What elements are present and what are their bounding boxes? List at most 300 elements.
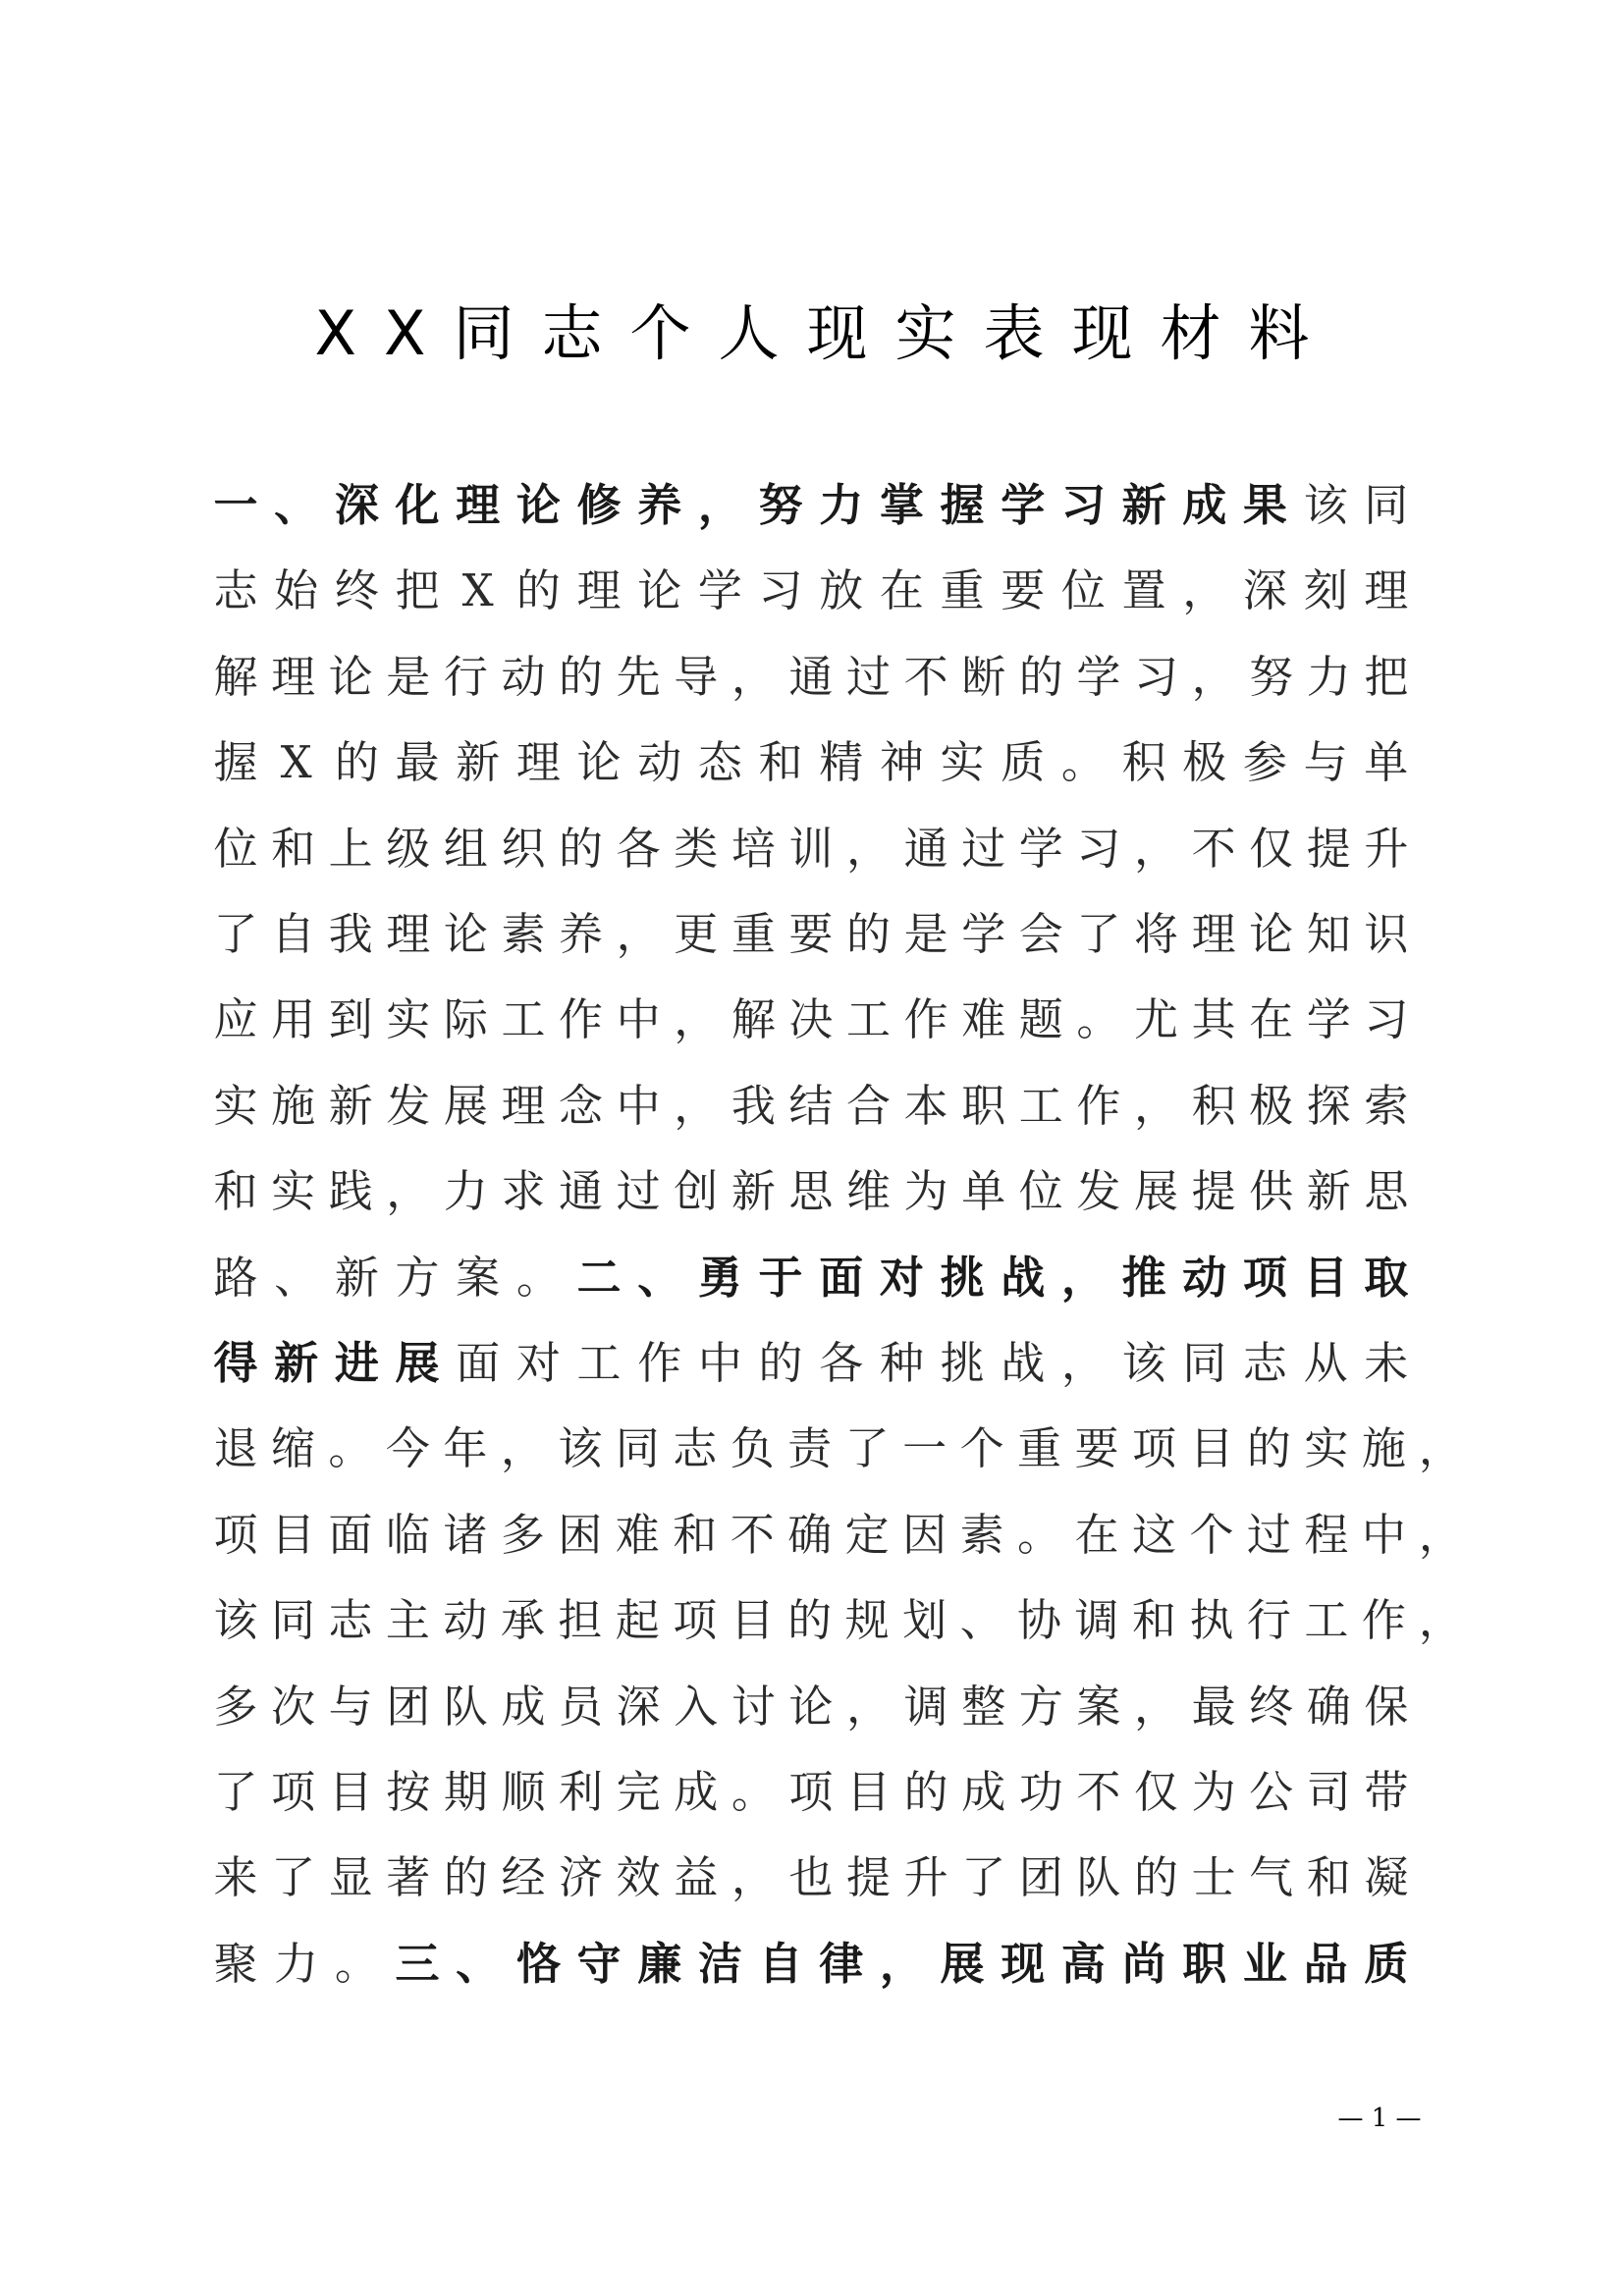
body-char: 理	[576, 564, 622, 617]
body-char: 担	[558, 1594, 603, 1647]
body-char: 规	[844, 1594, 890, 1647]
heading-char: 项	[1242, 1251, 1287, 1304]
body-char: 作	[559, 993, 604, 1046]
body-char: 单	[961, 1165, 1006, 1218]
body-char: 展	[1133, 1165, 1178, 1218]
heading-char: 握	[940, 479, 985, 531]
body-char: 了	[961, 1851, 1006, 1904]
body-char: 素	[959, 1508, 1004, 1561]
heading-char: 学	[1001, 479, 1046, 531]
body-char: ，	[846, 1680, 892, 1733]
body-char: 新	[1306, 1165, 1351, 1218]
body-char: 作	[1361, 1594, 1406, 1647]
body-char: 工	[576, 1337, 622, 1389]
body-char: 年	[443, 1422, 488, 1475]
heading-char: 对	[879, 1251, 924, 1304]
body-char: 个	[959, 1422, 1004, 1475]
heading-char: 尚	[1121, 1937, 1166, 1990]
body-char: 定	[844, 1508, 890, 1561]
body-char: 保	[1364, 1680, 1409, 1733]
body-char: 际	[443, 993, 488, 1046]
body-char: 结	[788, 1079, 834, 1132]
heading-char: ，	[879, 1937, 924, 1990]
body-char: 过	[961, 822, 1006, 875]
body-char: 识	[1364, 908, 1409, 960]
body-char: 动	[501, 650, 546, 703]
body-char: 养	[559, 908, 604, 960]
body-char: 益	[674, 1851, 719, 1904]
body-char: 多	[500, 1508, 545, 1561]
body-char: 该	[558, 1422, 603, 1475]
body-char: 和	[1306, 1851, 1351, 1904]
body-char: 题	[1018, 993, 1063, 1046]
body-char: 案	[456, 1251, 501, 1304]
body-char: 把	[395, 564, 440, 617]
heading-char: 现	[1001, 1937, 1046, 1990]
body-char: ，	[1060, 1337, 1106, 1389]
body-char: 力	[443, 1165, 488, 1218]
body-char: X	[461, 564, 494, 617]
body-char: ，	[1133, 822, 1178, 875]
body-char: 学	[697, 564, 742, 617]
body-char: 多	[213, 1680, 258, 1733]
body-char: 目	[730, 1594, 775, 1647]
body-char: 重	[731, 908, 776, 960]
body-char: 要	[1001, 564, 1046, 617]
body-char: 用	[271, 993, 316, 1046]
body-char: 极	[1182, 736, 1227, 789]
body-char: 和	[271, 822, 316, 875]
body-char: 极	[1249, 1079, 1294, 1132]
body-char: 。	[1076, 993, 1121, 1046]
body-char: 济	[559, 1851, 604, 1904]
body-char: 深	[616, 1680, 661, 1733]
body-char: 协	[1017, 1594, 1062, 1647]
body-char: 讨	[731, 1680, 776, 1733]
body-char: 重	[940, 564, 985, 617]
body-char: 主	[385, 1594, 430, 1647]
heading-char: 二	[576, 1251, 622, 1304]
body-line	[213, 1935, 1409, 1994]
heading-char: 理	[456, 479, 501, 531]
body-char: 刻	[1303, 564, 1348, 617]
body-char: 目	[846, 1766, 892, 1818]
heading-char: 得	[213, 1337, 258, 1389]
body-char: 实	[386, 993, 431, 1046]
body-char: 升	[1364, 822, 1409, 875]
body-char: 维	[846, 1165, 892, 1218]
heading-char: 成	[1182, 479, 1227, 531]
body-char: 了	[213, 1766, 258, 1818]
body-char: ，	[616, 908, 661, 960]
body-char: 通	[903, 822, 948, 875]
body-char: 的	[758, 1337, 803, 1389]
body-char: 最	[1191, 1680, 1236, 1733]
body-char: 队	[1076, 1851, 1121, 1904]
body-char: 作	[1076, 1079, 1121, 1132]
body-line	[213, 561, 1409, 620]
body-char: 起	[615, 1594, 660, 1647]
body-char: 单	[1364, 736, 1409, 789]
body-char: 路	[213, 1251, 258, 1304]
body-char: 员	[559, 1680, 604, 1733]
body-char: 中	[1361, 1508, 1406, 1561]
body-char: 不	[1191, 822, 1236, 875]
body-char: 论	[637, 564, 682, 617]
heading-char: 战	[1001, 1251, 1046, 1304]
body-char: 入	[674, 1680, 719, 1733]
heading-char: 论	[515, 479, 561, 531]
body-char: 。	[515, 1251, 561, 1304]
body-char: 的	[559, 822, 604, 875]
body-char: 过	[1246, 1508, 1291, 1561]
heading-char: 、	[456, 1937, 501, 1990]
body-char: 念	[559, 1079, 604, 1132]
body-char: 目	[1189, 1422, 1234, 1475]
body-char: 临	[385, 1508, 430, 1561]
body-char: 先	[616, 650, 661, 703]
body-char: 思	[788, 1165, 834, 1218]
heading-char: 勇	[697, 1251, 742, 1304]
body-char: 新	[328, 1079, 373, 1132]
body-char: 确	[1306, 1680, 1351, 1733]
heading-char: 新	[1121, 479, 1166, 531]
heading-char: 化	[395, 479, 440, 531]
body-char: 确	[787, 1508, 833, 1561]
body-char: 和	[758, 736, 803, 789]
body-char: 的	[846, 908, 892, 960]
body-char: ，	[674, 1079, 719, 1132]
body-char: 同	[1364, 479, 1409, 531]
body-char: 该	[213, 1594, 258, 1647]
body-char: 到	[328, 993, 373, 1046]
body-char: 凝	[1364, 1851, 1409, 1904]
body-char: 项	[788, 1766, 834, 1818]
body-char: 为	[1191, 1766, 1236, 1818]
body-char: 执	[1189, 1594, 1234, 1647]
body-char: 本	[903, 1079, 948, 1132]
body-char: 同	[270, 1594, 315, 1647]
body-char: 过	[616, 1165, 661, 1218]
body-char: 位	[1060, 564, 1106, 617]
body-char: 同	[1182, 1337, 1227, 1389]
body-char: 类	[674, 822, 719, 875]
body-char: 了	[213, 908, 258, 960]
body-line	[213, 1848, 1409, 1907]
body-line	[213, 1077, 1409, 1136]
body-line	[213, 1591, 1463, 1650]
body-char: 实	[271, 1165, 316, 1218]
body-char: 未	[1364, 1337, 1409, 1389]
body-char: 始	[274, 564, 319, 617]
body-char: ，	[674, 993, 719, 1046]
heading-char: 修	[576, 479, 622, 531]
body-char: 功	[1018, 1766, 1063, 1818]
body-line	[213, 820, 1409, 879]
body-char: ，	[500, 1422, 545, 1475]
body-char: 项	[213, 1508, 258, 1561]
body-char: 为	[903, 1165, 948, 1218]
body-char: 积	[1121, 736, 1166, 789]
body-char: 终	[334, 564, 379, 617]
heading-char: 、	[274, 479, 319, 531]
body-char: 和	[1131, 1594, 1176, 1647]
body-char: 负	[730, 1422, 775, 1475]
body-char: 显	[328, 1851, 373, 1904]
body-char: 积	[1191, 1079, 1236, 1132]
heading-char: 守	[576, 1937, 622, 1990]
body-line	[213, 1763, 1409, 1822]
body-char: 缩	[270, 1422, 315, 1475]
body-char: 的	[903, 1766, 948, 1818]
body-char: 发	[386, 1079, 431, 1132]
body-char: 公	[1249, 1766, 1294, 1818]
body-char: 通	[788, 650, 834, 703]
body-char: 工	[846, 993, 892, 1046]
body-char: 项	[1131, 1422, 1176, 1475]
heading-char: 习	[1060, 479, 1106, 531]
body-char: 带	[1364, 1766, 1409, 1818]
heading-char: 展	[395, 1337, 440, 1389]
body-char: 习	[758, 564, 803, 617]
body-char: 置	[1121, 564, 1166, 617]
body-char: 团	[1018, 1851, 1063, 1904]
body-char: 的	[559, 650, 604, 703]
body-char: 、	[959, 1594, 1004, 1647]
body-char: 气	[1249, 1851, 1294, 1904]
body-char: 按	[386, 1766, 431, 1818]
body-line	[213, 1162, 1409, 1221]
body-char: 这	[1131, 1508, 1176, 1561]
body-char: 习	[1133, 650, 1178, 703]
body-char: 升	[903, 1851, 948, 1904]
body-line	[213, 905, 1409, 964]
body-char: 个	[1189, 1508, 1234, 1561]
body-char: 调	[903, 1680, 948, 1733]
body-char: 了	[271, 1851, 316, 1904]
body-char: 调	[1074, 1594, 1119, 1647]
body-char: 期	[443, 1766, 488, 1818]
body-char: 放	[819, 564, 864, 617]
body-char: 作	[637, 1337, 682, 1389]
body-char: 行	[443, 650, 488, 703]
body-char: 仅	[1133, 1766, 1178, 1818]
heading-char: 取	[1364, 1251, 1409, 1304]
heading-char: 于	[758, 1251, 803, 1304]
body-char: 挑	[940, 1337, 985, 1389]
body-line	[213, 1678, 1409, 1736]
body-char: 项	[271, 1766, 316, 1818]
body-char: 新	[456, 736, 501, 789]
body-char: 更	[674, 908, 719, 960]
heading-char: ，	[1060, 1251, 1106, 1304]
body-char: 新	[731, 1165, 776, 1218]
body-char: 。	[1060, 736, 1106, 789]
body-char: 训	[788, 822, 834, 875]
body-char: 态	[697, 736, 742, 789]
body-char: 整	[961, 1680, 1006, 1733]
body-char: 。	[328, 1422, 373, 1475]
body-char: 团	[386, 1680, 431, 1733]
body-char: 思	[1364, 1165, 1409, 1218]
body-char: 探	[1306, 1079, 1351, 1132]
body-char: 理	[271, 650, 316, 703]
body-char: 精	[819, 736, 864, 789]
body-char: 参	[1242, 736, 1287, 789]
body-char: 目	[270, 1508, 315, 1561]
body-char: 决	[788, 993, 834, 1046]
body-char: 学	[1076, 650, 1121, 703]
heading-char: 职	[1182, 1937, 1227, 1990]
body-char: 论	[576, 736, 622, 789]
body-char: 力	[1306, 650, 1351, 703]
body-char: 知	[1306, 908, 1351, 960]
body-char: ，	[1418, 1594, 1463, 1647]
body-char: 和	[673, 1508, 718, 1561]
body-char: 我	[731, 1079, 776, 1132]
body-char: X	[280, 736, 312, 789]
body-char: 同	[615, 1422, 660, 1475]
body-char: 成	[501, 1680, 546, 1733]
body-line	[213, 733, 1409, 792]
heading-char: 品	[1303, 1937, 1348, 1990]
body-char: 了	[1076, 908, 1121, 960]
body-char: 力	[274, 1937, 319, 1990]
body-char: 中	[616, 1079, 661, 1132]
body-char: 不	[730, 1508, 775, 1561]
body-char: 终	[1249, 1680, 1294, 1733]
body-char: 项	[673, 1594, 718, 1647]
body-char: 是	[386, 650, 431, 703]
heading-char: 恪	[515, 1937, 561, 1990]
body-char: 该	[1121, 1337, 1166, 1389]
body-char: 不	[1076, 1766, 1121, 1818]
body-char: 自	[271, 908, 316, 960]
body-char: 施	[271, 1079, 316, 1132]
body-char: 经	[501, 1851, 546, 1904]
heading-char: 三	[395, 1937, 440, 1990]
body-char: 位	[213, 822, 258, 875]
body-char: 论	[443, 908, 488, 960]
body-char: 神	[879, 736, 924, 789]
heading-char: 果	[1242, 479, 1287, 531]
body-char: 践	[328, 1165, 373, 1218]
body-char: 过	[846, 650, 892, 703]
body-char: 中	[616, 993, 661, 1046]
body-char: 在	[879, 564, 924, 617]
body-char: 论	[328, 650, 373, 703]
body-char: 今	[385, 1422, 430, 1475]
body-char: 工	[1018, 1079, 1063, 1132]
heading-char: 律	[819, 1937, 864, 1990]
body-char: 理	[386, 908, 431, 960]
body-char: ，	[386, 1165, 431, 1218]
heading-char: 努	[758, 479, 803, 531]
body-char: 各	[616, 822, 661, 875]
body-line	[213, 648, 1409, 707]
body-char: 创	[674, 1165, 719, 1218]
body-char: 通	[559, 1165, 604, 1218]
body-char: 方	[395, 1251, 440, 1304]
body-char: 工	[1304, 1594, 1349, 1647]
body-char: 志	[673, 1422, 718, 1475]
body-char: ，	[1133, 1079, 1178, 1132]
body-char: 成	[674, 1766, 719, 1818]
body-char: 习	[1364, 993, 1409, 1046]
body-char: 培	[731, 822, 776, 875]
body-char: 志	[328, 1594, 373, 1647]
body-char: 的	[787, 1594, 833, 1647]
body-char: 在	[1074, 1508, 1119, 1561]
body-char: 合	[846, 1079, 892, 1132]
body-char: 也	[788, 1851, 834, 1904]
body-char: 素	[501, 908, 546, 960]
body-char: 解	[213, 650, 258, 703]
heading-char: 洁	[697, 1937, 742, 1990]
body-char: 志	[1242, 1337, 1287, 1389]
heading-char: 力	[819, 479, 864, 531]
body-char: 学	[961, 908, 1006, 960]
body-char: ，	[1133, 1680, 1178, 1733]
body-char: 重	[1017, 1422, 1062, 1475]
body-char: 的	[1246, 1422, 1291, 1475]
body-char: 级	[386, 822, 431, 875]
heading-char: 挑	[940, 1251, 985, 1304]
body-char: 动	[637, 736, 682, 789]
body-char: 提	[1191, 1165, 1236, 1218]
body-char: 是	[903, 908, 948, 960]
heading-char: 廉	[637, 1937, 682, 1990]
heading-char: 业	[1242, 1937, 1287, 1990]
body-char: 学	[1306, 993, 1351, 1046]
body-char: 诸	[443, 1508, 488, 1561]
body-char: 其	[1191, 993, 1236, 1046]
body-char: 上	[328, 822, 373, 875]
body-char: 案	[1076, 1680, 1121, 1733]
body-char: 种	[879, 1337, 924, 1389]
body-char: 理	[1364, 564, 1409, 617]
body-char: 效	[616, 1851, 661, 1904]
body-char: 面	[328, 1508, 373, 1561]
body-char: 导	[674, 650, 719, 703]
body-char: 位	[1018, 1165, 1063, 1218]
body-char: 供	[1249, 1165, 1294, 1218]
body-char: 习	[1076, 822, 1121, 875]
body-char: 司	[1306, 1766, 1351, 1818]
body-char: 职	[961, 1079, 1006, 1132]
body-char: 提	[1306, 822, 1351, 875]
heading-char: 新	[274, 1337, 319, 1389]
body-char: 困	[558, 1508, 603, 1561]
body-char: ，	[731, 1851, 776, 1904]
body-char: 与	[328, 1680, 373, 1733]
document-title: XX同志个人现实表现材料	[314, 297, 1337, 369]
body-char: 划	[902, 1594, 947, 1647]
body-char: 实	[1304, 1422, 1349, 1475]
body-char: ，	[731, 650, 776, 703]
heading-char: 深	[334, 479, 379, 531]
body-char: 、	[274, 1251, 319, 1304]
body-char: 和	[213, 1165, 258, 1218]
body-char: 利	[559, 1766, 604, 1818]
body-char: 行	[1246, 1594, 1291, 1647]
heading-char: 、	[637, 1251, 682, 1304]
body-char: 中	[697, 1337, 742, 1389]
heading-char: 自	[758, 1937, 803, 1990]
body-char: 该	[1303, 479, 1348, 531]
body-char: 最	[395, 736, 440, 789]
body-char: 要	[1074, 1422, 1119, 1475]
